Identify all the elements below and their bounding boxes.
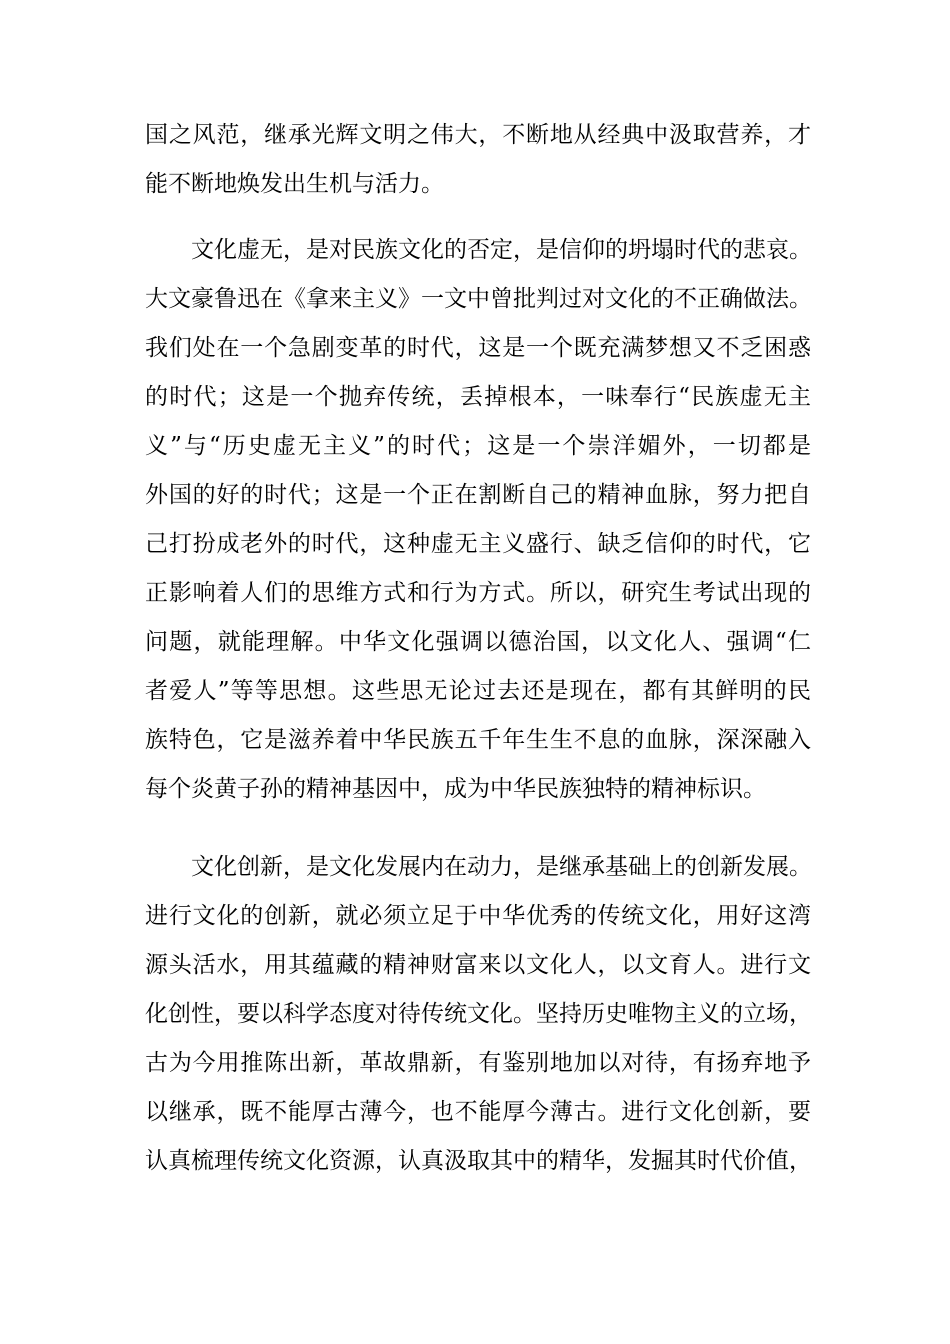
paragraph-line: 的时代；这是一个抛弃传统，丢掉根本，一味奉行“民族虚无主 <box>145 384 811 410</box>
paragraph-line: 国之风范，继承光辉文明之伟大，不断地从经典中汲取营养，才 <box>145 122 811 148</box>
paragraph-line: 正影响着人们的思维方式和行为方式。所以，研究生考试出现的 <box>145 580 811 606</box>
paragraph-line: 义”与“历史虚无主义”的时代；这是一个崇洋媚外，一切都是 <box>145 433 811 459</box>
paragraph-line: 文化虚无，是对民族文化的否定，是信仰的坍塌时代的悲哀。 <box>191 237 812 263</box>
paragraph-line: 己打扮成老外的时代，这种虚无主义盛行、缺乏信仰的时代，它 <box>145 531 811 557</box>
paragraph-line: 我们处在一个急剧变革的时代，这是一个既充满梦想又不乏困惑 <box>145 335 811 361</box>
paragraph-line: 外国的好的时代；这是一个正在割断自己的精神血脉，努力把自 <box>145 482 811 508</box>
paragraph-line: 大文豪鲁迅在《拿来主义》一文中曾批判过对文化的不正确做法。 <box>145 286 812 312</box>
paragraph-line: 化创性，要以科学态度对待传统文化。坚持历史唯物主义的立场， <box>145 1001 812 1027</box>
paragraph-line: 以继承，既不能厚古薄今，也不能厚今薄古。进行文化创新，要 <box>145 1099 811 1125</box>
paragraph-line: 古为今用推陈出新，革故鼎新，有鉴别地加以对待，有扬弃地予 <box>145 1050 811 1076</box>
paragraph-line: 文化创新，是文化发展内在动力，是继承基础上的创新发展。 <box>191 854 812 880</box>
paragraph-line: 进行文化的创新，就必须立足于中华优秀的传统文化，用好这湾 <box>145 903 811 929</box>
paragraph-line: 者爱人”等等思想。这些思无论过去还是现在，都有其鲜明的民 <box>145 678 811 704</box>
paragraph-line: 能不断地焕发出生机与活力。 <box>145 171 444 197</box>
paragraph-line: 认真梳理传统文化资源，认真汲取其中的精华，发掘其时代价值， <box>145 1148 812 1174</box>
paragraph-line: 族特色，它是滋养着中华民族五千年生生不息的血脉，深深融入 <box>145 727 811 753</box>
paragraph-line: 问题，就能理解。中华文化强调以德治国，以文化人、强调“仁 <box>145 629 811 655</box>
paragraph-line: 每个炎黄子孙的精神基因中，成为中华民族独特的精神标识。 <box>145 776 766 802</box>
paragraph-line: 源头活水，用其蕴藏的精神财富来以文化人，以文育人。进行文 <box>145 952 811 978</box>
